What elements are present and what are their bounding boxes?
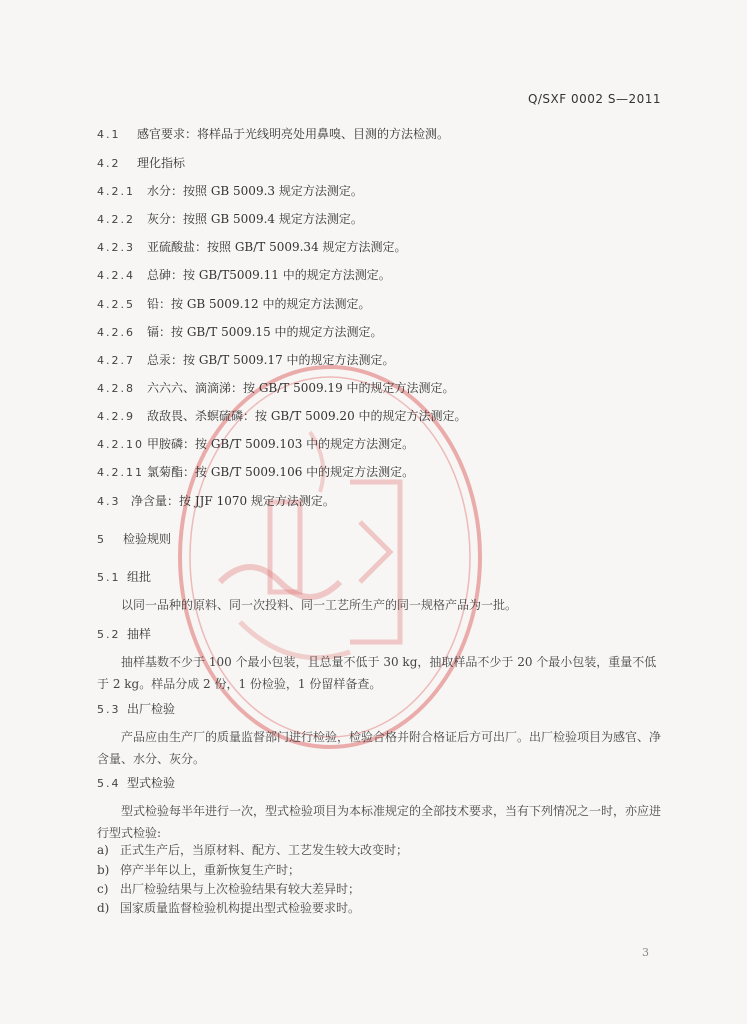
clause-text: 净含量：按 JJF 1070 规定方法测定。	[131, 494, 335, 508]
clause-4-2-6	[97, 324, 383, 341]
clause-4-2-1	[97, 183, 363, 200]
clause-text: 出厂检验	[127, 702, 176, 716]
clause-text: 铅：按 GB 5009.12 中的规定方法测定。	[147, 297, 371, 311]
clause-5-4	[97, 775, 175, 792]
clause-text: 总汞：按 GB/T 5009.17 中的规定方法测定。	[147, 353, 395, 367]
clause-text: 灰分：按照 GB 5009.4 规定方法测定。	[147, 212, 363, 226]
clause-text: 组批	[127, 570, 152, 584]
clause-text: 甲胺磷：按 GB/T 5009.103 中的规定方法测定。	[147, 437, 415, 451]
clause-text: 六六六、滴滴涕：按 GB/T 5009.19 中的规定方法测定。	[147, 381, 455, 395]
clause-text: 镉：按 GB/T 5009.15 中的规定方法测定。	[147, 325, 383, 339]
clause-number: 4.2.4	[97, 269, 135, 282]
clause-4-2-2	[97, 211, 363, 228]
clause-4-2	[97, 155, 185, 172]
clause-text: 检验规则	[123, 532, 172, 546]
clause-text: 抽样	[127, 627, 152, 641]
clause-text: 理化指标	[137, 156, 186, 170]
clause-4-2-5	[97, 296, 370, 313]
clause-4-3	[97, 493, 335, 510]
clause-4-1	[97, 126, 449, 143]
list-item-text: 出厂检验结果与上次检验结果有较大差异时；	[120, 882, 361, 896]
clause-5-3	[97, 701, 175, 718]
clause-number: 4.2.2	[97, 213, 135, 226]
clause-number: 4.2.3	[97, 241, 135, 254]
clause-4-2-10	[97, 436, 414, 453]
list-item	[97, 881, 360, 897]
paragraph-5-4: 型式检验每半年进行一次，型式检验项目为本标准规定的全部技术要求，当有下列情况之一时，亦应进行型式检验:	[97, 804, 662, 840]
clause-number: 4.2.6	[97, 326, 135, 339]
list-item	[97, 862, 300, 878]
clause-5-1	[97, 569, 151, 586]
clause-text: 亚硫酸盐：按照 GB/T 5009.34 规定方法测定。	[147, 240, 407, 254]
clause-number: 4.2.7	[97, 354, 135, 367]
list-item-text: 正式生产后，当原材料、配方、工艺发生较大改变时；	[120, 843, 409, 857]
clause-number: 4.2.10	[97, 438, 144, 451]
clause-4-2-9	[97, 408, 467, 425]
clause-number: 4.2	[97, 157, 121, 170]
clause-text: 敌敌畏、杀螟硫磷：按 GB/T 5009.20 中的规定方法测定。	[147, 409, 467, 423]
clause-number: 5.4	[97, 777, 121, 790]
section-5	[97, 531, 171, 548]
clause-4-2-7	[97, 352, 395, 369]
list-item	[97, 842, 408, 858]
list-item-label: d)	[97, 901, 110, 915]
paragraph-5-3: 产品应由生产厂的质量监督部门进行检验，检验合格并附合格证后方可出厂。出厂检验项目为感官、净含量、水分、灰分。	[97, 730, 662, 766]
clause-number: 5.1	[97, 571, 121, 584]
list-item-label: b)	[97, 863, 110, 877]
list-item-label: a)	[97, 843, 109, 857]
paragraph-5-1: 以同一品种的原料、同一次投料、同一工艺所生产的同一规格产品为一批。	[121, 598, 518, 612]
list-item-text: 停产半年以上，重新恢复生产时；	[120, 863, 301, 877]
clause-number: 4.2.8	[97, 382, 135, 395]
clause-number: 4.2.5	[97, 298, 135, 311]
page-number: 3	[642, 946, 649, 959]
clause-text: 水分：按照 GB 5009.3 规定方法测定。	[147, 184, 363, 198]
clause-text: 总砷：按 GB/T5009.11 中的规定方法测定。	[147, 268, 391, 282]
clause-number: 5.3	[97, 703, 121, 716]
clause-text: 型式检验	[127, 776, 176, 790]
clause-4-2-4	[97, 267, 391, 284]
clause-number: 4.2.1	[97, 185, 135, 198]
clause-5-2	[97, 626, 151, 643]
clause-4-2-11	[97, 464, 414, 481]
clause-text: 氯菊酯：按 GB/T 5009.106 中的规定方法测定。	[147, 465, 415, 479]
clause-4-2-3	[97, 239, 407, 256]
list-item-text: 国家质量监督检验机构提出型式检验要求时。	[120, 901, 361, 915]
clause-number: 5.2	[97, 628, 121, 641]
clause-number: 4.2.11	[97, 466, 144, 479]
clause-number: 4.2.9	[97, 410, 135, 423]
clause-4-2-8	[97, 380, 455, 397]
clause-number: 4.3	[97, 495, 121, 508]
paragraph-5-2: 抽样基数不少于 100 个最小包装，且总量不低于 30 kg，抽取样品不少于 20 个最小包装，重量不低于 2 kg。样品分成 2 份，1 份检验，1 份留样备查。	[97, 655, 657, 691]
clause-number: 4.1	[97, 128, 121, 141]
list-item-label: c)	[97, 882, 109, 896]
clause-text: 感官要求：将样品于光线明亮处用鼻嗅、目测的方法检测。	[137, 127, 450, 141]
clause-number: 5	[97, 533, 106, 546]
list-item	[97, 900, 360, 916]
document-code: Q/SXF 0002 S—2011	[527, 92, 661, 106]
